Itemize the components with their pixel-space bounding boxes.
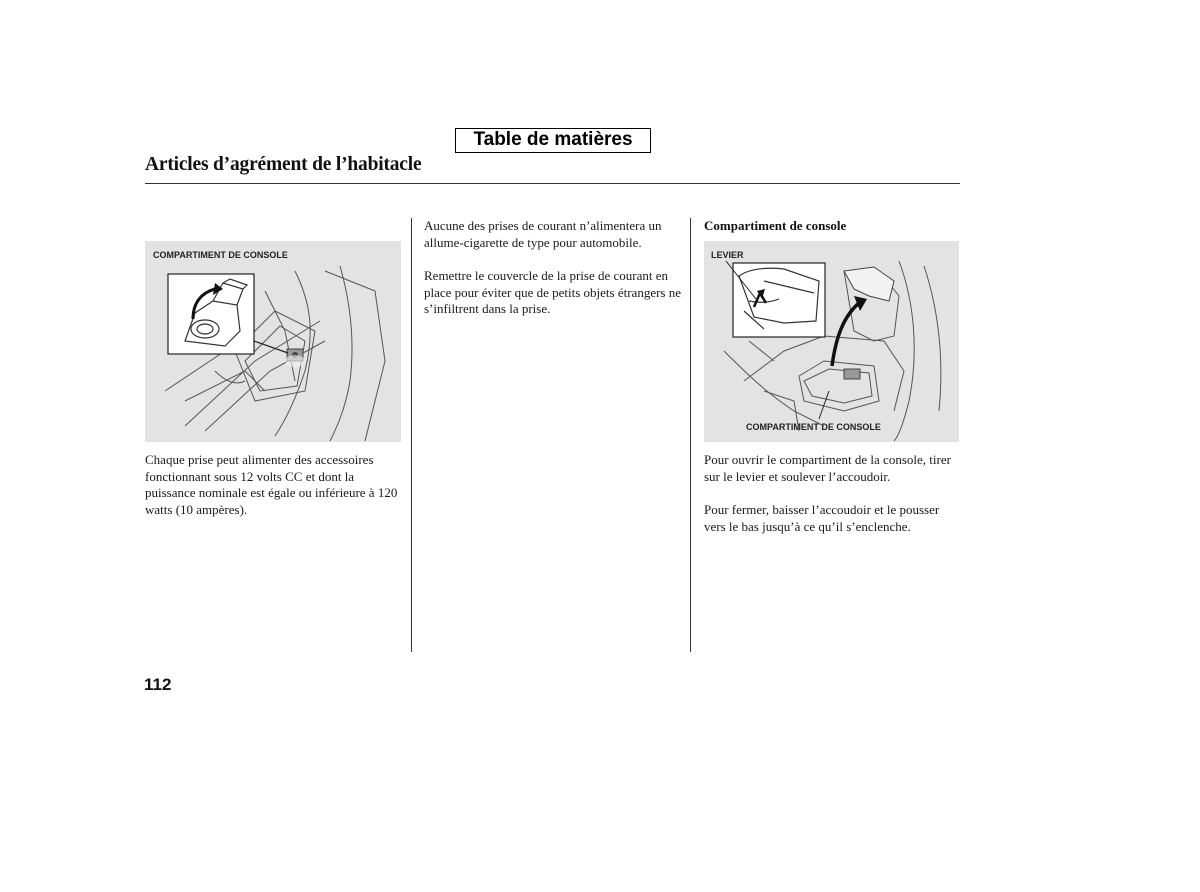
figure-label-console: COMPARTIMENT DE CONSOLE (153, 250, 288, 260)
console-compartment-drawing (704, 241, 959, 442)
table-of-contents-button[interactable]: Table de matières (455, 128, 651, 153)
figure-label-lever: LEVIER (711, 250, 744, 260)
column-divider-right (690, 218, 691, 652)
console-compartment-illustration (704, 241, 959, 442)
outlet-cover-paragraph: Remettre le couvercle de la prise de courant en place pour éviter que de petits objets étrangers ne s’infiltrent dans la prise. (424, 268, 682, 317)
column-divider-left (411, 218, 412, 652)
title-divider (145, 183, 960, 184)
figure-label-console-compartment: COMPARTIMENT DE CONSOLE (746, 422, 881, 432)
console-outlet-drawing (145, 241, 401, 442)
close-console-paragraph: Pour fermer, baisser l’accoudoir et le pousser vers le bas jusqu’à ce qu’il s’enclenche. (704, 502, 940, 534)
cigarette-lighter-warning-paragraph: Aucune des prises de courant n’alimentera un allume-cigarette de type pour automobile. (424, 218, 662, 250)
console-compartment-heading: Compartiment de console (704, 218, 847, 233)
page-title: Articles d’agrément de l’habitacle (145, 154, 422, 175)
open-console-paragraph: Pour ouvrir le compartiment de la console, tirer sur le levier et soulever l’accoudoir. (704, 452, 951, 484)
console-power-outlet-illustration (145, 241, 401, 442)
page-number: 112 (144, 675, 172, 694)
outlet-capacity-paragraph: Chaque prise peut alimenter des accessoires fonctionnant sous 12 volts CC et dont la puissance nominale est égale ou inférieure à 120 watts (10 ampères). (145, 452, 398, 518)
